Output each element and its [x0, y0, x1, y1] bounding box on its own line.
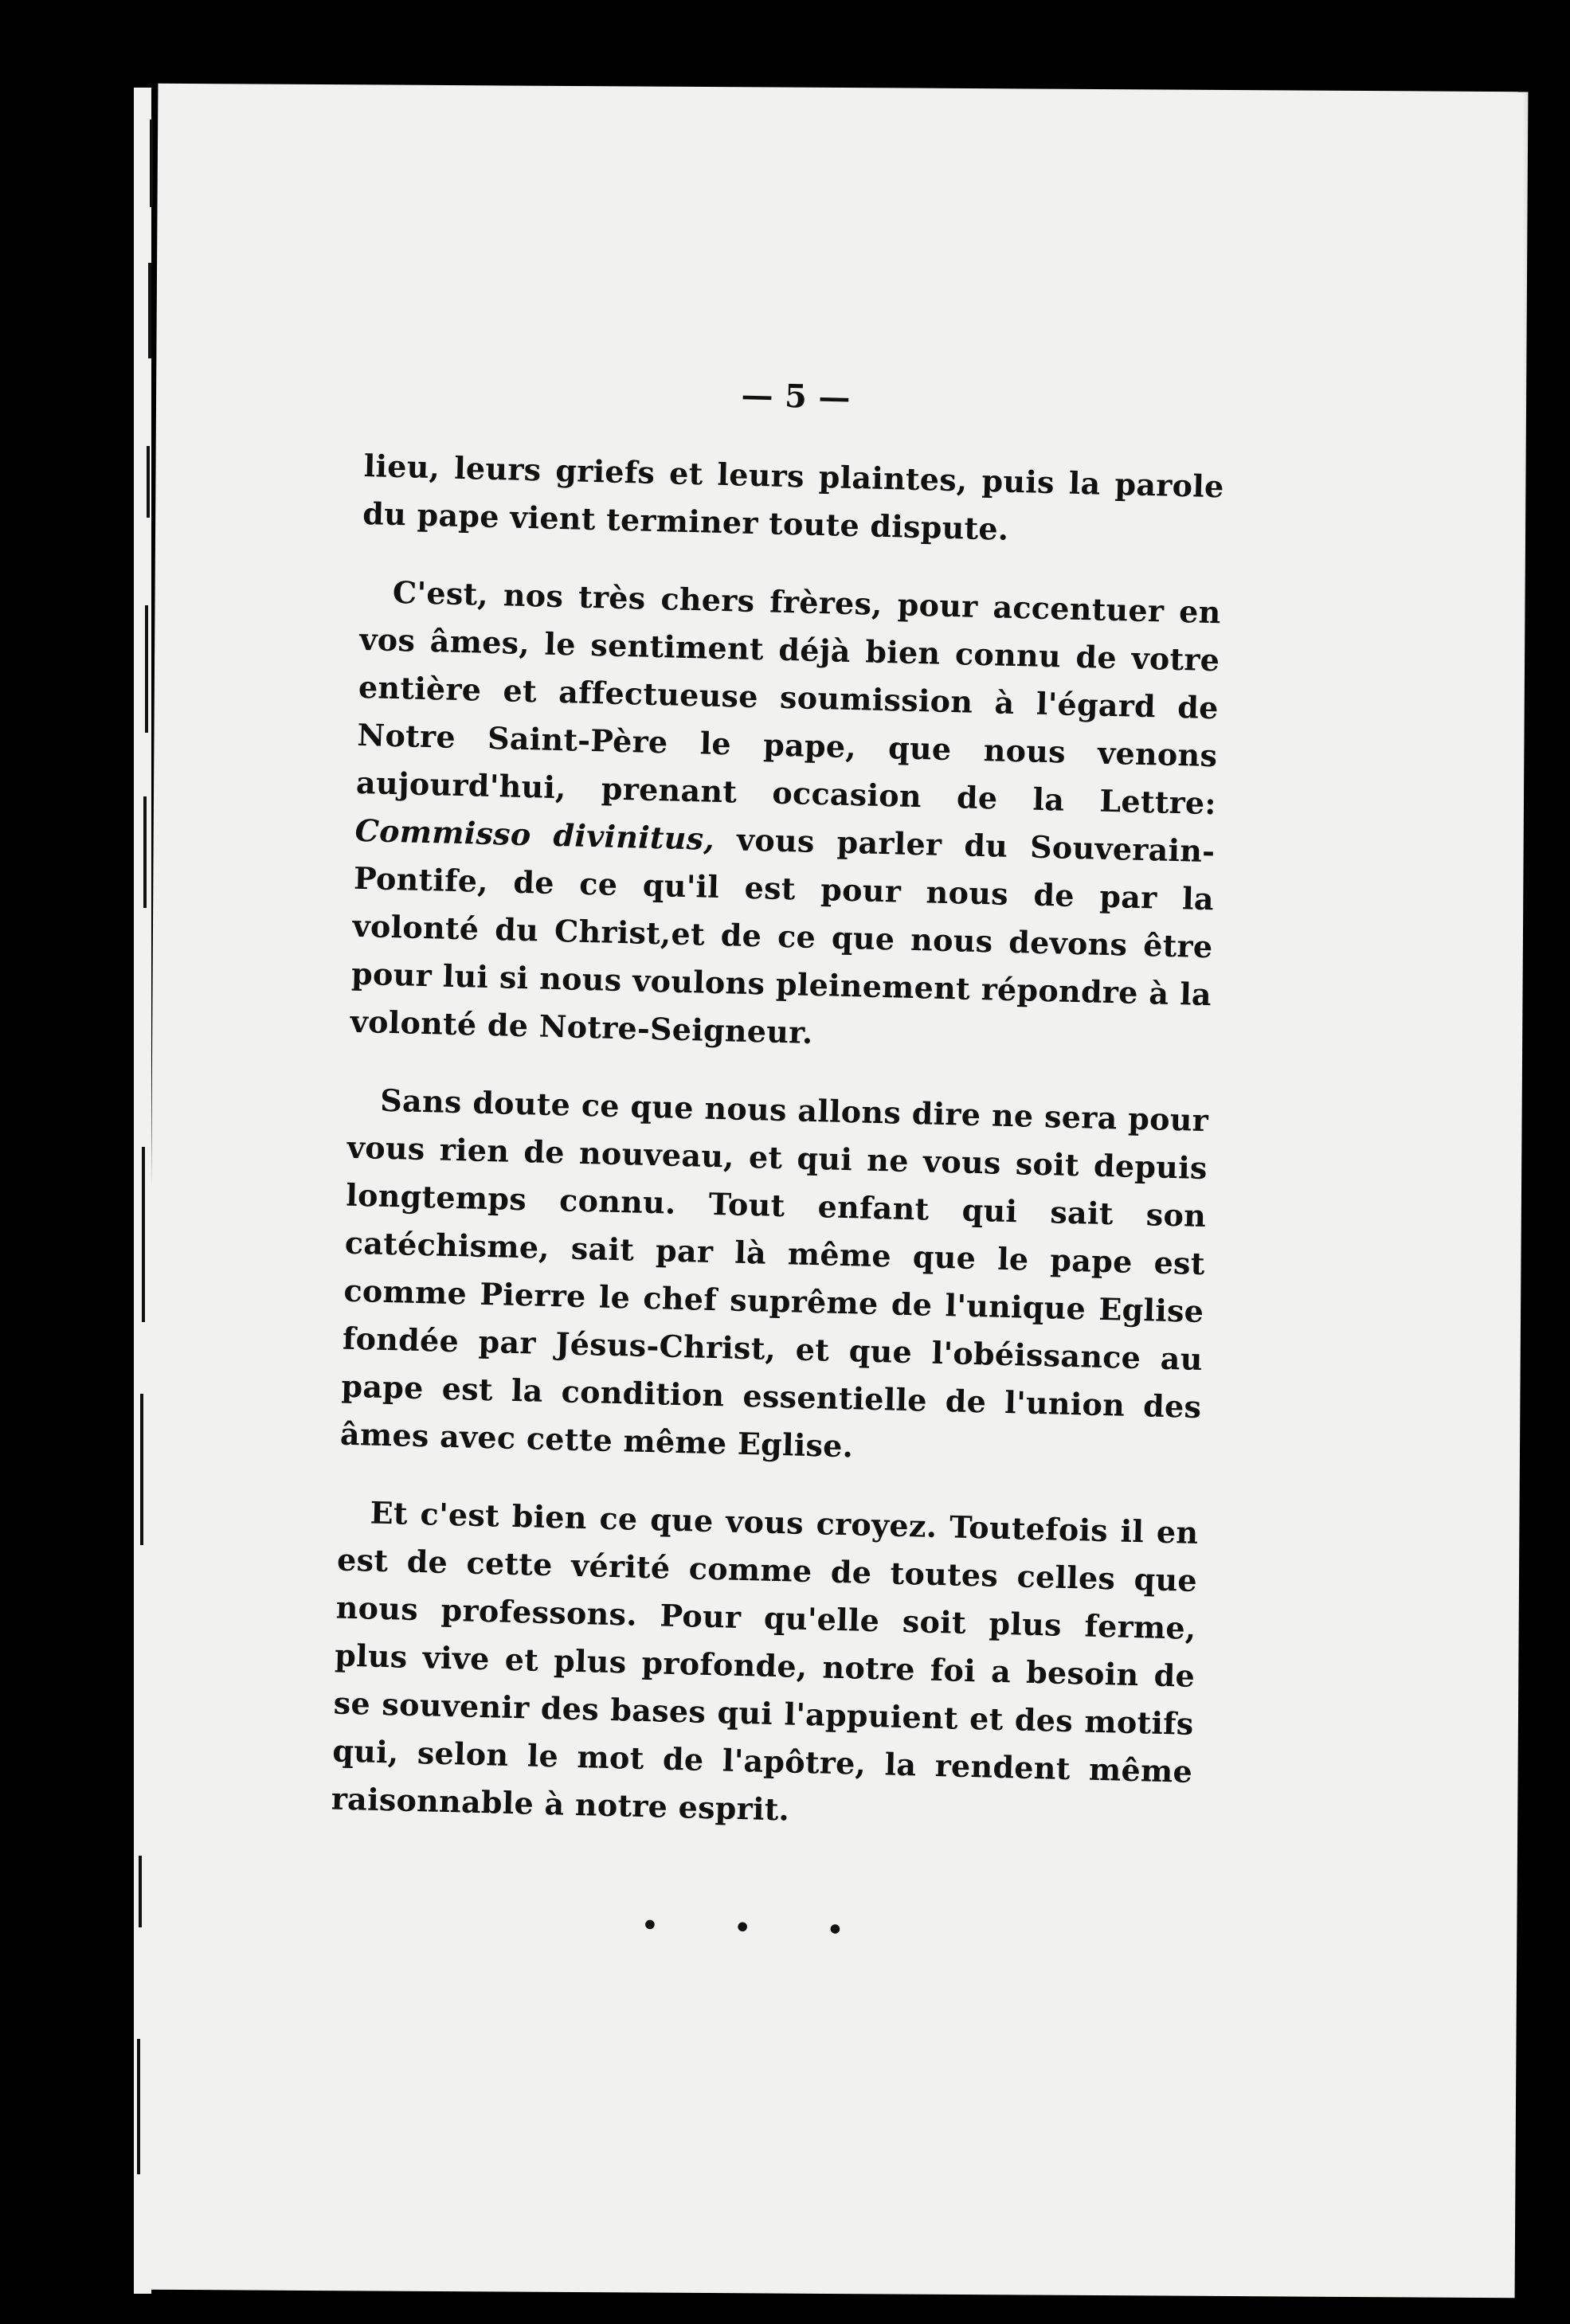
binding-mark [145, 605, 148, 733]
binding-mark [142, 1147, 145, 1322]
binding-mark [143, 796, 147, 908]
section-separator: • • • [640, 1907, 877, 1950]
paragraph-2 [350, 568, 1221, 1066]
paragraph-4: Et c'est bien ce que vous croyez. Toutefois il en est de cette vérité comme de toutes celles que nous professons. Pour qu'elle soit plus ferme, plus vive et plus profonde, notre foi a besoin de se souvenir des bases qui l'appuient et des motifs qui, selon le mot de l'apôtre, la rendent même raisonnable à notre esprit. [331, 1494, 1199, 1828]
binding-mark [148, 263, 151, 358]
binding-mark [150, 119, 153, 207]
page-text-block [328, 362, 1227, 1963]
page-number: — 5 — [740, 376, 852, 417]
quoted-title: Commisso divinitus, [354, 812, 715, 857]
binding-mark [137, 2039, 140, 2174]
scan-shadow [1522, 0, 1570, 2324]
paragraph-2-text-start: C'est, nos très chers frères, pour accentuer en vos âmes, le sentiment déjà bien connu de votre entière et affectueuse soumission à l'égard de Notre Saint-Père le pape, que nous venons aujourd'hui, prenant occasion de la Lettre: [355, 573, 1222, 822]
paragraph-2-text-end: vous parler du Souverain-Pontife, de ce qu'il est pour nous de par la volonté du Christ,et de ce que nous devons être pour lui si nous voulons pleinement répondre à la volonté de Notre-Seigneur. [350, 820, 1216, 1050]
binding-mark [139, 1856, 142, 1927]
paragraph-1: lieu, leurs griefs et leurs plaintes, puis la parole du pape vient terminer toute dispute. [362, 447, 1225, 547]
binding-mark [147, 446, 150, 518]
binding-mark [140, 1394, 143, 1545]
paragraph-3: Sans doute ce que nous allons dire ne sera pour vous rien de nouveau, et qui ne vous soit depuis longtemps connu. Tout enfant qui sait son catéchisme, sait par là même que le pape est comme Pierre le chef suprême de l'unique Eglise fondée par Jésus-Christ, et que l'obéissance au pape est la condition essentielle de l'union des âmes avec cette même Eglise. [339, 1082, 1209, 1465]
